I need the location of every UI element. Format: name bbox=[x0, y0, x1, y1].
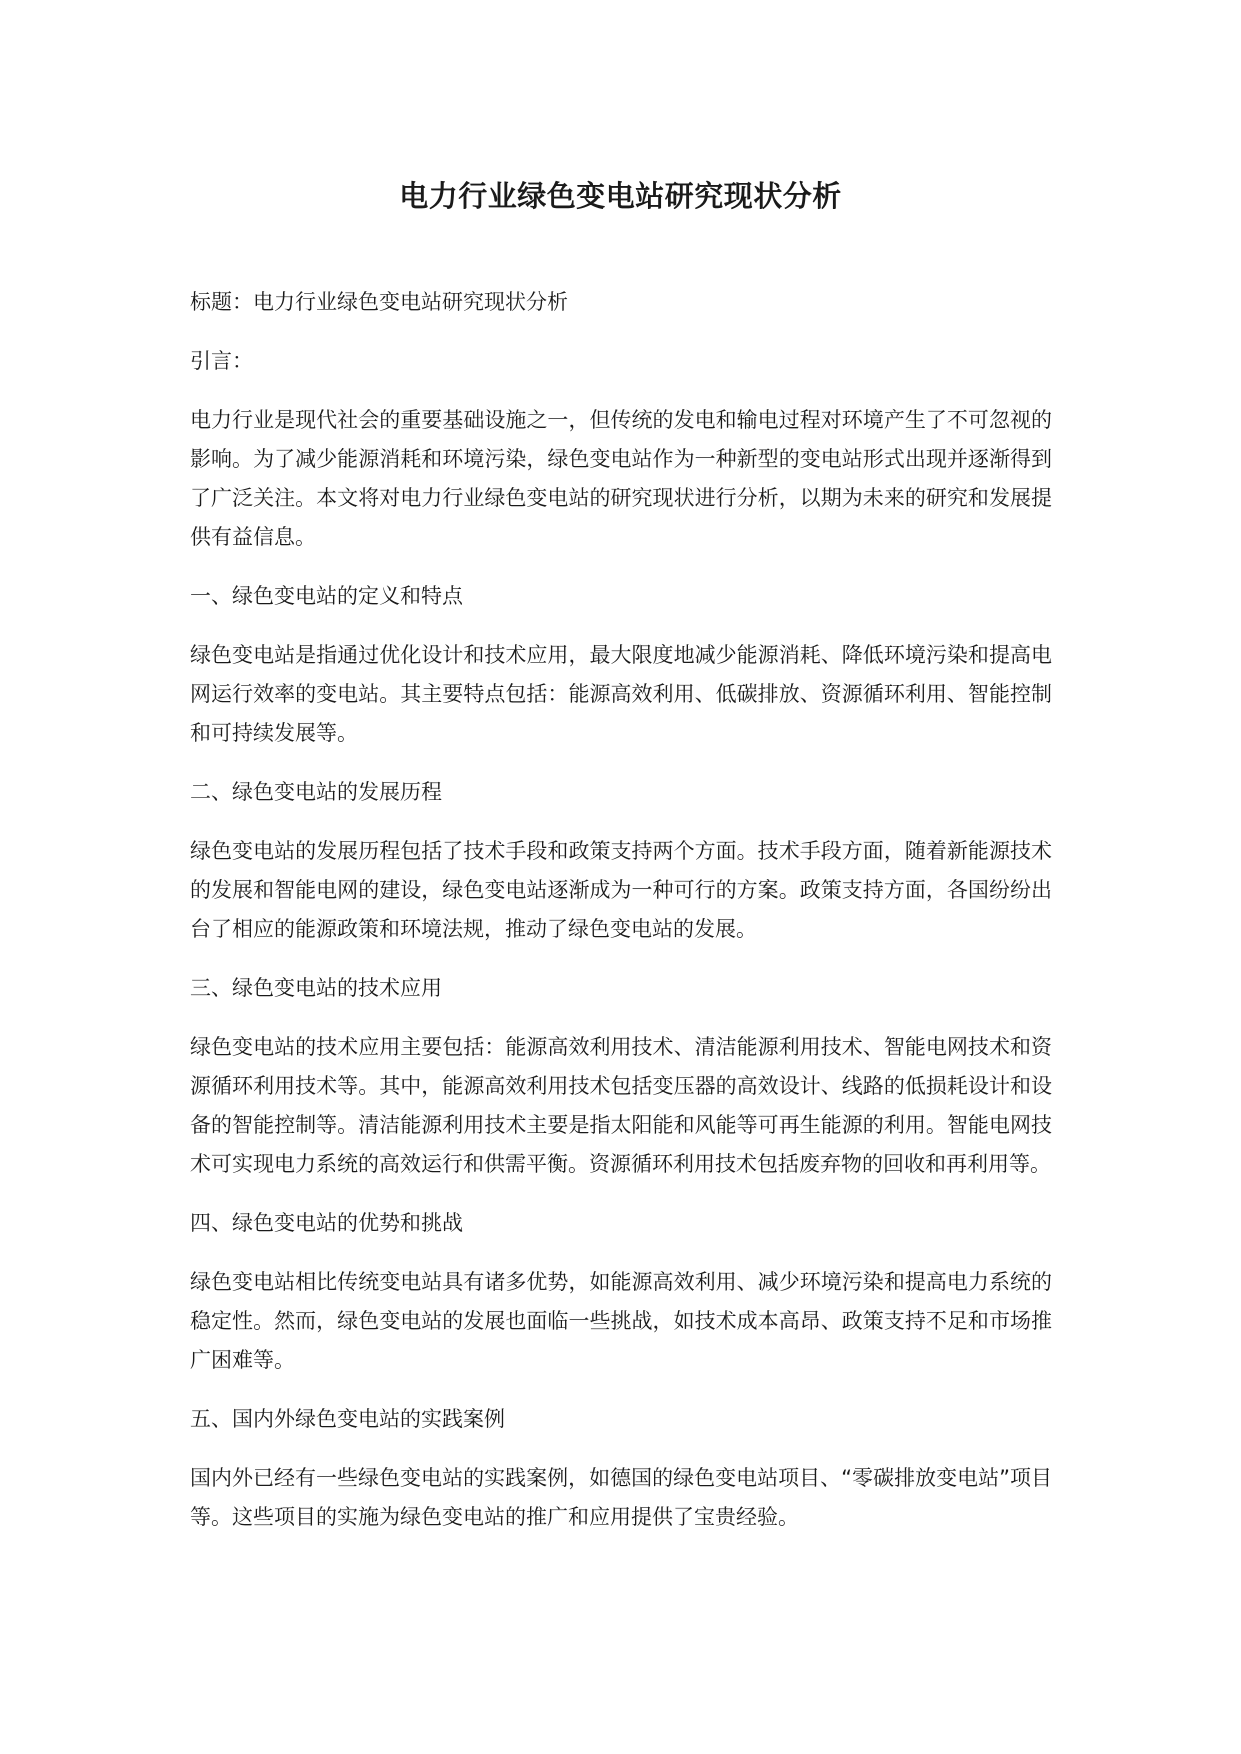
section-paragraph-4: 绿色变电站相比传统变电站具有诸多优势，如能源高效利用、减少环境污染和提高电力系统的稳定性。然而，绿色变电站的发展也面临一些挑战，如技术成本高昂、政策支持不足和市场推广困难等。 bbox=[190, 1270, 1052, 1372]
section-paragraph-3: 绿色变电站的技术应用主要包括：能源高效利用技术、清洁能源利用技术、智能电网技术和资源循环利用技术等。其中，能源高效利用技术包括变压器的高效设计、线路的低损耗设计和设备的智能控制等。清洁能源利用技术主要是指太阳能和风能等可再生能源的利用。智能电网技术可实现电力系统的高效运行和供需平衡。资源循环利用技术包括废弃物的回收和再利用等。 bbox=[190, 1035, 1052, 1176]
section-paragraph-2: 绿色变电站的发展历程包括了技术手段和政策支持两个方面。技术手段方面，随着新能源技术的发展和智能电网的建设，绿色变电站逐渐成为一种可行的方案。政策支持方面，各国纷纷出台了相应的能源政策和环境法规，推动了绿色变电站的发展。 bbox=[190, 839, 1052, 941]
intro-label: 引言： bbox=[190, 349, 253, 373]
section-paragraph-5: 国内外已经有一些绿色变电站的实践案例，如德国的绿色变电站项目、“零碳排放变电站”项目等。这些项目的实施为绿色变电站的推广和应用提供了宝贵经验。 bbox=[190, 1466, 1052, 1529]
section-heading-3: 三、绿色变电站的技术应用 bbox=[190, 976, 442, 1000]
document-title: 电力行业绿色变电站研究现状分析 bbox=[399, 179, 842, 213]
section-heading-1: 一、绿色变电站的定义和特点 bbox=[190, 584, 463, 608]
section-paragraph-1: 绿色变电站是指通过优化设计和技术应用，最大限度地减少能源消耗、降低环境污染和提高电网运行效率的变电站。其主要特点包括：能源高效利用、低碳排放、资源循环利用、智能控制和可持续发展等。 bbox=[190, 643, 1052, 745]
document-body bbox=[190, 283, 1052, 1557]
subject-line: 标题：电力行业绿色变电站研究现状分析 bbox=[190, 290, 568, 314]
section-heading-2: 二、绿色变电站的发展历程 bbox=[190, 780, 442, 804]
section-heading-4: 四、绿色变电站的优势和挑战 bbox=[190, 1211, 463, 1235]
section-heading-5: 五、国内外绿色变电站的实践案例 bbox=[190, 1407, 505, 1431]
intro-paragraph: 电力行业是现代社会的重要基础设施之一，但传统的发电和输电过程对环境产生了不可忽视的影响。为了减少能源消耗和环境污染，绿色变电站作为一种新型的变电站形式出现并逐渐得到了广泛关注。本文将对电力行业绿色变电站的研究现状进行分析，以期为未来的研究和发展提供有益信息。 bbox=[190, 408, 1052, 549]
